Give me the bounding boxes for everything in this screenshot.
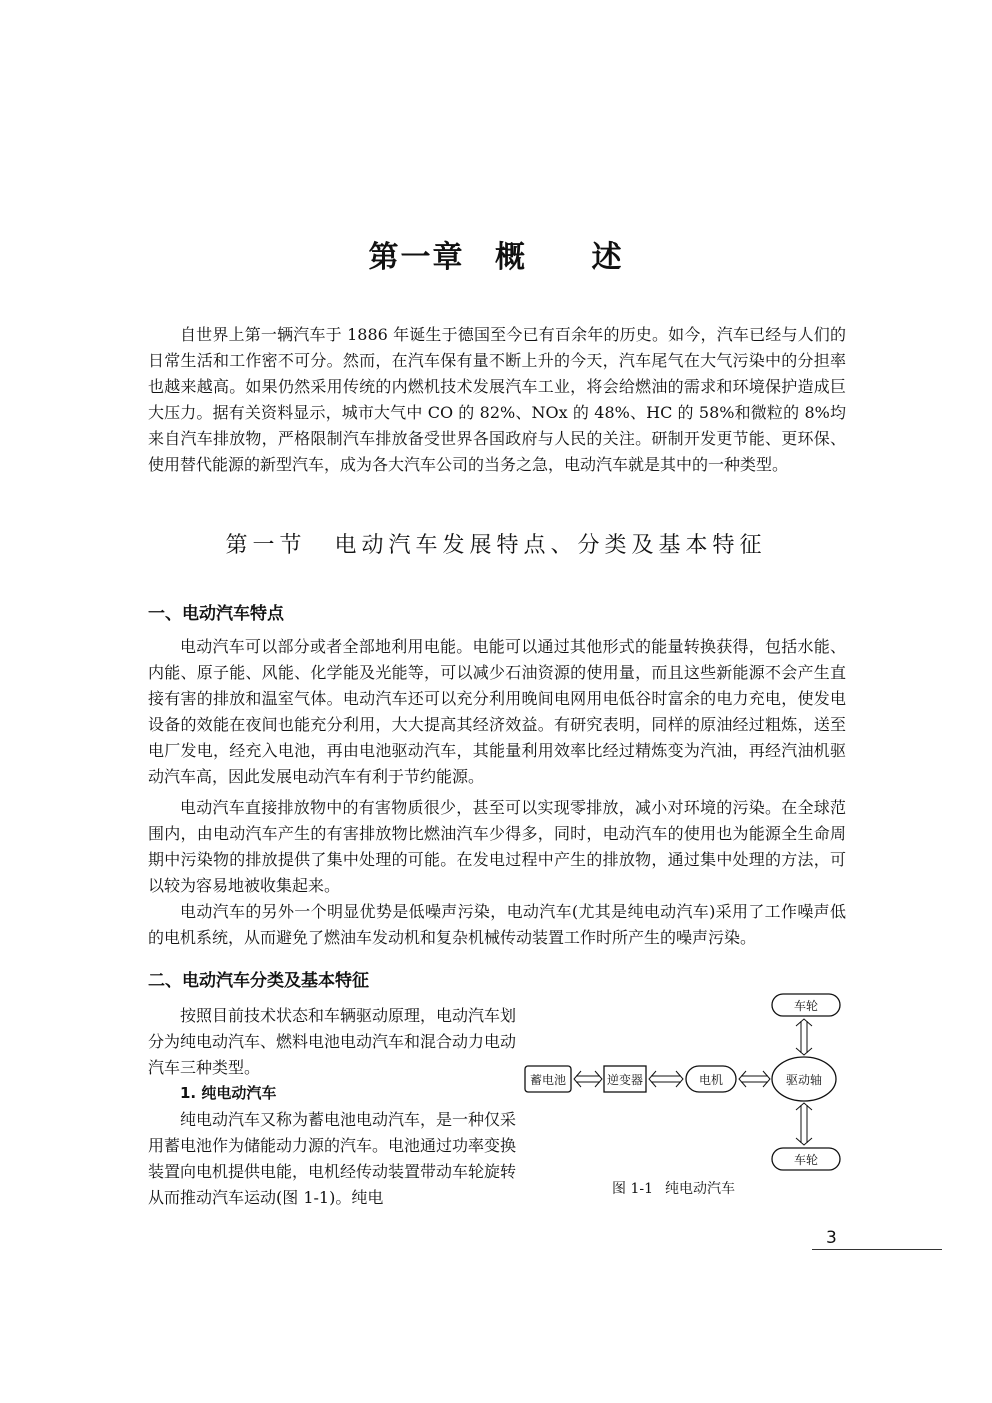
figure-caption-number: 图 1-1 [612,1181,653,1197]
chapter-number: 第一章 [368,240,465,275]
paragraph-classification: 按照目前技术状态和车辆驱动原理，电动汽车划分为纯电动汽车、燃料电池电动汽车和混合动力电动汽车三种类型。 [148,1006,517,1077]
chapter-title-char-1: 概 [495,240,527,275]
label-inverter: 逆变器 [606,1073,644,1087]
page-number-rule [812,1249,942,1250]
label-drive-shaft: 驱动轴 [785,1073,823,1087]
figure-caption-text: 纯电动汽车 [665,1181,735,1197]
intro-paragraph: 自世界上第一辆汽车于 1886 年诞生于德国至今已有百余年的历史。如今，汽车已经与人们的日常生活和工作密不可分。然而，在汽车保有量不断上升的今天，汽车尾气在大气污染中的分担率也越来越高。如果仍然采用传统的内燃机技术发展汽车工业，将会给燃油的需求和环境保护造成巨大压力。据有关资料显示，城市大气中 CO 的 82%、NOx 的 48%、HC 的 58%和微粒的 8%均来自汽车排放物，严格限制汽车排放备受世界各国政府与人民的关注。研制开发更节能、更环保、使用替代能源的新型汽车，成为各大汽车公司的当务之急，电动汽车就是其中的一种类型。 [148,325,846,474]
label-battery: 蓄电池 [529,1073,567,1087]
label-wheel-top: 车轮 [793,999,819,1013]
heading-classification: 二、电动汽车分类及基本特征 [148,971,369,991]
chapter-title-char-2: 述 [591,240,624,275]
section-title [0,528,992,559]
label-motor: 电机 [698,1073,724,1087]
chapter-title [0,232,992,276]
heading-features: 一、电动汽车特点 [148,604,284,624]
page-number: 3 [826,1228,837,1248]
figure-pure-ev-diagram [520,990,850,1180]
figure-caption [612,1178,735,1198]
section-heading: 电动汽车发展特点、分类及基本特征 [334,533,767,558]
subheading-pure-ev: 1. 纯电动汽车 [180,1084,277,1102]
label-wheel-bottom: 车轮 [793,1153,819,1167]
section-number: 第一节 [225,533,307,558]
paragraph-features-2: 电动汽车直接排放物中的有害物质很少，甚至可以实现零排放，减小对环境的污染。在全球范围内，由电动汽车产生的有害排放物比燃油汽车少得多，同时，电动汽车的使用也为能源全生命周期中污染物的排放提供了集中处理的可能。在发电过程中产生的排放物，通过集中处理的方法，可以较为容易地被收集起来。 [148,798,846,895]
paragraph-features-1: 电动汽车可以部分或者全部地利用电能。电能可以通过其他形式的能量转换获得，包括水能、内能、原子能、风能、化学能及光能等，可以减少石油资源的使用量，而且这些新能源不会产生直接有害的排放和温室气体。电动汽车还可以充分利用晚间电网用电低谷时富余的电力充电，使发电设备的效能在夜间也能充分利用，大大提高其经济效益。有研究表明，同样的原油经过粗炼，送至电厂发电，经充入电池，再由电池驱动汽车，其能量利用效率比经过精炼变为汽油，再经汽油机驱动汽车高，因此发展电动汽车有利于节约能源。 [148,637,846,786]
paragraph-features-3: 电动汽车的另外一个明显优势是低噪声污染，电动汽车(尤其是纯电动汽车)采用了工作噪声低的电机系统，从而避免了燃油车发动机和复杂机械传动装置工作时所产生的噪声污染。 [148,902,846,947]
paragraph-pure-ev: 纯电动汽车又称为蓄电池电动汽车，是一种仅采用蓄电池作为储能动力源的汽车。电池通过功率变换装置向电机提供电能，电机经传动装置带动车轮旋转从而推动汽车运动(图 1-1)。纯电 [148,1110,517,1207]
